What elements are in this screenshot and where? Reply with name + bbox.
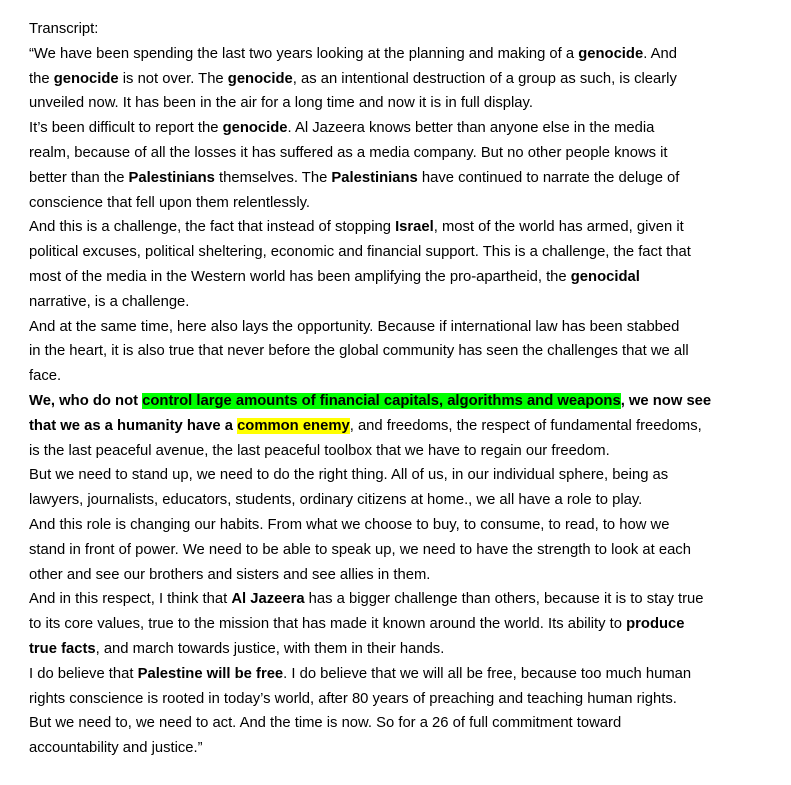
bold-text: Palestinians bbox=[128, 169, 215, 186]
bold-text: We, who do not bbox=[29, 392, 143, 409]
bold-text: genocidal bbox=[570, 268, 640, 285]
bold-text: Israel bbox=[395, 219, 434, 236]
transcript-heading: Transcript: bbox=[29, 21, 99, 37]
transcript-line bbox=[29, 662, 769, 687]
transcript-line bbox=[29, 736, 769, 761]
text-segment: But we need to stand up, we need to do the right thing. All of us, in our individual sphere, being as bbox=[29, 467, 669, 484]
transcript-line bbox=[29, 687, 769, 712]
text-segment: lawyers, journalists, educators, students, ordinary citizens at home., we all have a role to play. bbox=[29, 492, 643, 509]
text-segment: But we need to, we need to act. And the time is now. So for a 26 of full commitment toward bbox=[29, 715, 622, 732]
transcript-line bbox=[29, 290, 769, 315]
text-segment: conscience that fell upon them relentlessly. bbox=[29, 194, 311, 211]
transcript-line bbox=[29, 339, 769, 364]
transcript-line bbox=[29, 191, 769, 216]
text-segment: And at the same time, here also lays the opportunity. Because if international law has been stabbed bbox=[29, 318, 680, 335]
text-segment: better than the bbox=[29, 169, 129, 186]
bold-text: true facts bbox=[29, 640, 96, 657]
highlighted-text: common enemy bbox=[237, 417, 350, 434]
transcript-line bbox=[29, 414, 769, 439]
transcript-document bbox=[29, 17, 769, 761]
transcript-line bbox=[29, 265, 769, 290]
text-segment: in the heart, it is also true that never before the global community has seen the challenges that we all bbox=[29, 343, 689, 360]
text-segment: is the last peaceful avenue, the last peaceful toolbox that we have to regain our freedom. bbox=[29, 442, 610, 459]
transcript-line bbox=[29, 91, 769, 116]
text-segment: “We have been spending the last two years looking at the planning and making of a bbox=[29, 45, 579, 62]
bold-text: genocide bbox=[53, 70, 119, 87]
text-segment: rights conscience is rooted in today’s world, after 80 years of preaching and teaching human rights. bbox=[29, 690, 677, 707]
bold-text: that we as a humanity have a bbox=[29, 417, 238, 434]
text-segment: accountability and justice.” bbox=[29, 740, 203, 757]
transcript-line bbox=[29, 711, 769, 736]
text-segment: narrative, is a challenge. bbox=[29, 293, 190, 310]
transcript-line bbox=[29, 488, 769, 513]
text-segment: And in this respect, I think that bbox=[29, 591, 232, 608]
text-segment: themselves. The bbox=[214, 169, 332, 186]
transcript-line bbox=[29, 637, 769, 662]
text-segment: I do believe that bbox=[29, 665, 138, 682]
text-segment: realm, because of all the losses it has suffered as a media company. But no other people knows it bbox=[29, 144, 668, 161]
transcript-line bbox=[29, 166, 769, 191]
transcript-line bbox=[29, 42, 769, 67]
bold-text: Palestine will be free bbox=[137, 665, 284, 682]
text-segment: other and see our brothers and sisters and see allies in them. bbox=[29, 566, 431, 583]
text-segment: have continued to narrate the deluge of bbox=[417, 169, 680, 186]
text-segment: to its core values, true to the mission that has made it known around the world. Its ability to bbox=[29, 616, 627, 633]
transcript-line bbox=[29, 463, 769, 488]
transcript-line bbox=[29, 215, 769, 240]
highlighted-text: control large amounts of financial capitals, algorithms and weapons bbox=[142, 392, 621, 409]
transcript-line bbox=[29, 563, 769, 588]
bold-text: genocide bbox=[222, 120, 288, 137]
bold-text: genocide bbox=[227, 70, 293, 87]
text-segment: And this role is changing our habits. From what we choose to buy, to consume, to read, to how we bbox=[29, 516, 670, 533]
bold-text: , we now see bbox=[620, 392, 712, 409]
transcript-line bbox=[29, 116, 769, 141]
text-segment: It’s been difficult to report the bbox=[29, 120, 223, 137]
text-segment: , as an intentional destruction of a group as such, is clearly bbox=[292, 70, 677, 87]
text-segment: . Al Jazeera knows better than anyone else in the media bbox=[287, 120, 655, 137]
bold-text: Al Jazeera bbox=[231, 591, 305, 608]
transcript-line bbox=[29, 439, 769, 464]
transcript-body bbox=[29, 42, 769, 761]
transcript-line bbox=[29, 612, 769, 637]
bold-text: genocide bbox=[578, 45, 644, 62]
transcript-line bbox=[29, 389, 769, 414]
transcript-line bbox=[29, 513, 769, 538]
transcript-line bbox=[29, 538, 769, 563]
text-segment: , and freedoms, the respect of fundamental freedoms, bbox=[349, 417, 702, 434]
text-segment: face. bbox=[29, 368, 62, 385]
transcript-line bbox=[29, 67, 769, 92]
text-segment: unveiled now. It has been in the air for a long time and now it is in full display. bbox=[29, 95, 533, 112]
text-segment: stand in front of power. We need to be able to speak up, we need to have the strength to look at each bbox=[29, 541, 691, 558]
transcript-line bbox=[29, 364, 769, 389]
transcript-line bbox=[29, 315, 769, 340]
transcript-line bbox=[29, 240, 769, 265]
text-segment: has a bigger challenge than others, because it is to stay true bbox=[304, 591, 704, 608]
text-segment: . And bbox=[643, 45, 677, 62]
text-segment: most of the media in the Western world has been amplifying the pro-apartheid, the bbox=[29, 268, 571, 285]
text-segment: political excuses, political sheltering, economic and financial support. This is a challenge, the fact that bbox=[29, 244, 691, 261]
text-segment: , most of the world has armed, given it bbox=[433, 219, 684, 236]
text-segment: the bbox=[29, 70, 54, 87]
text-segment: And this is a challenge, the fact that instead of stopping bbox=[29, 219, 396, 236]
text-segment: is not over. The bbox=[118, 70, 228, 87]
bold-text: Palestinians bbox=[331, 169, 418, 186]
text-segment: , and march towards justice, with them in their hands. bbox=[95, 640, 445, 657]
text-segment: . I do believe that we will all be free, because too much human bbox=[283, 665, 692, 682]
transcript-line bbox=[29, 587, 769, 612]
bold-text: produce bbox=[626, 616, 685, 633]
transcript-line bbox=[29, 141, 769, 166]
